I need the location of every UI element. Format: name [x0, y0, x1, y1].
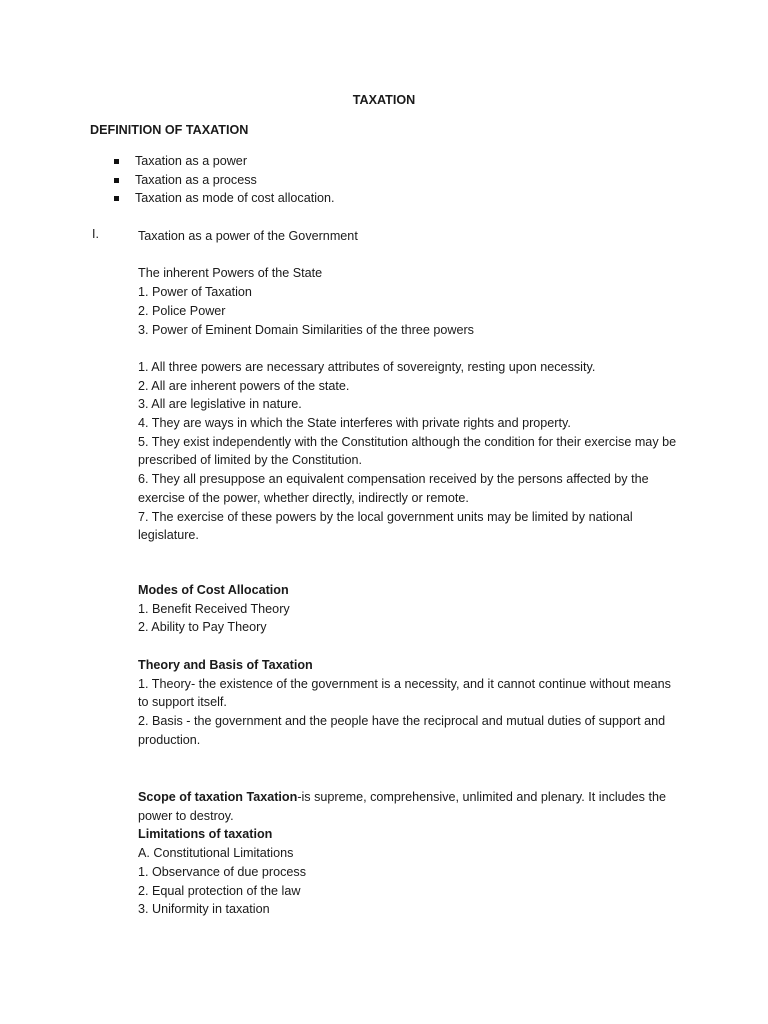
list-item: 1. Power of Taxation	[138, 285, 252, 300]
scope-text: -is supreme, comprehensive, unlimited and plenary. It includes the power to destroy.	[138, 790, 666, 823]
section-heading: Limitations of taxation	[138, 827, 273, 842]
square-bullet-icon	[114, 178, 119, 183]
list-item: 1. Observance of due process	[138, 864, 307, 879]
section-heading: Theory and Basis of Taxation	[138, 657, 313, 672]
page-title: TAXATION	[352, 93, 416, 107]
list-item: 6. They all presuppose an equivalent compensation received by the persons affected by the exercise of the power, whether directly, indirectly or remote.	[138, 472, 649, 505]
definition-heading: DEFINITION OF TAXATION	[90, 123, 249, 137]
subheading: A. Constitutional Limitations	[138, 846, 294, 861]
list-item: 7. The exercise of these powers by the local government units may be limited by national legislature.	[138, 509, 633, 543]
square-bullet-icon	[114, 196, 119, 201]
definition-bullet-list	[114, 152, 335, 208]
list-item: 3. Power of Eminent Domain Similarities of the three powers	[138, 322, 474, 337]
list-item: 2. Ability to Pay Theory	[138, 620, 267, 635]
list-item: Taxation as mode of cost allocation.	[114, 189, 335, 208]
list-item: 3. All are legislative in nature.	[138, 397, 302, 412]
scope-paragraph	[138, 788, 678, 825]
section-i-body	[138, 227, 678, 545]
list-item: 1. All three powers are necessary attributes of sovereignty, resting upon necessity.	[138, 359, 596, 374]
inherent-powers-heading: The inherent Powers of the State	[138, 266, 323, 281]
section-heading: Modes of Cost Allocation	[138, 583, 289, 597]
section-numeral: I.	[92, 227, 99, 241]
scope-heading: Scope of taxation Taxation	[138, 790, 298, 804]
list-item: 2. Equal protection of the law	[138, 883, 301, 898]
list-item: 1. Benefit Received Theory	[138, 601, 290, 616]
list-item: Taxation as a power	[114, 152, 335, 171]
section-heading: Taxation as a power of the Government	[138, 229, 358, 243]
list-item: Taxation as a process	[114, 171, 335, 190]
list-item: 2. Police Power	[138, 303, 226, 318]
square-bullet-icon	[114, 159, 119, 164]
list-item: 2. Basis - the government and the people have the reciprocal and mutual duties of support and production.	[138, 713, 666, 747]
scope-section	[138, 788, 678, 919]
list-item: 1. Theory- the existence of the government is a necessity, and it cannot continue without means to support itself.	[138, 676, 671, 710]
list-item: 2. All are inherent powers of the state.	[138, 378, 350, 393]
list-item: 5. They exist independently with the Constitution although the condition for their exercise may be prescribed of limited by the Constitution.	[138, 434, 677, 468]
list-item: 4. They are ways in which the State interferes with private rights and property.	[138, 416, 571, 430]
list-item: 3. Uniformity in taxation	[138, 902, 270, 917]
cost-allocation-section	[138, 581, 678, 749]
